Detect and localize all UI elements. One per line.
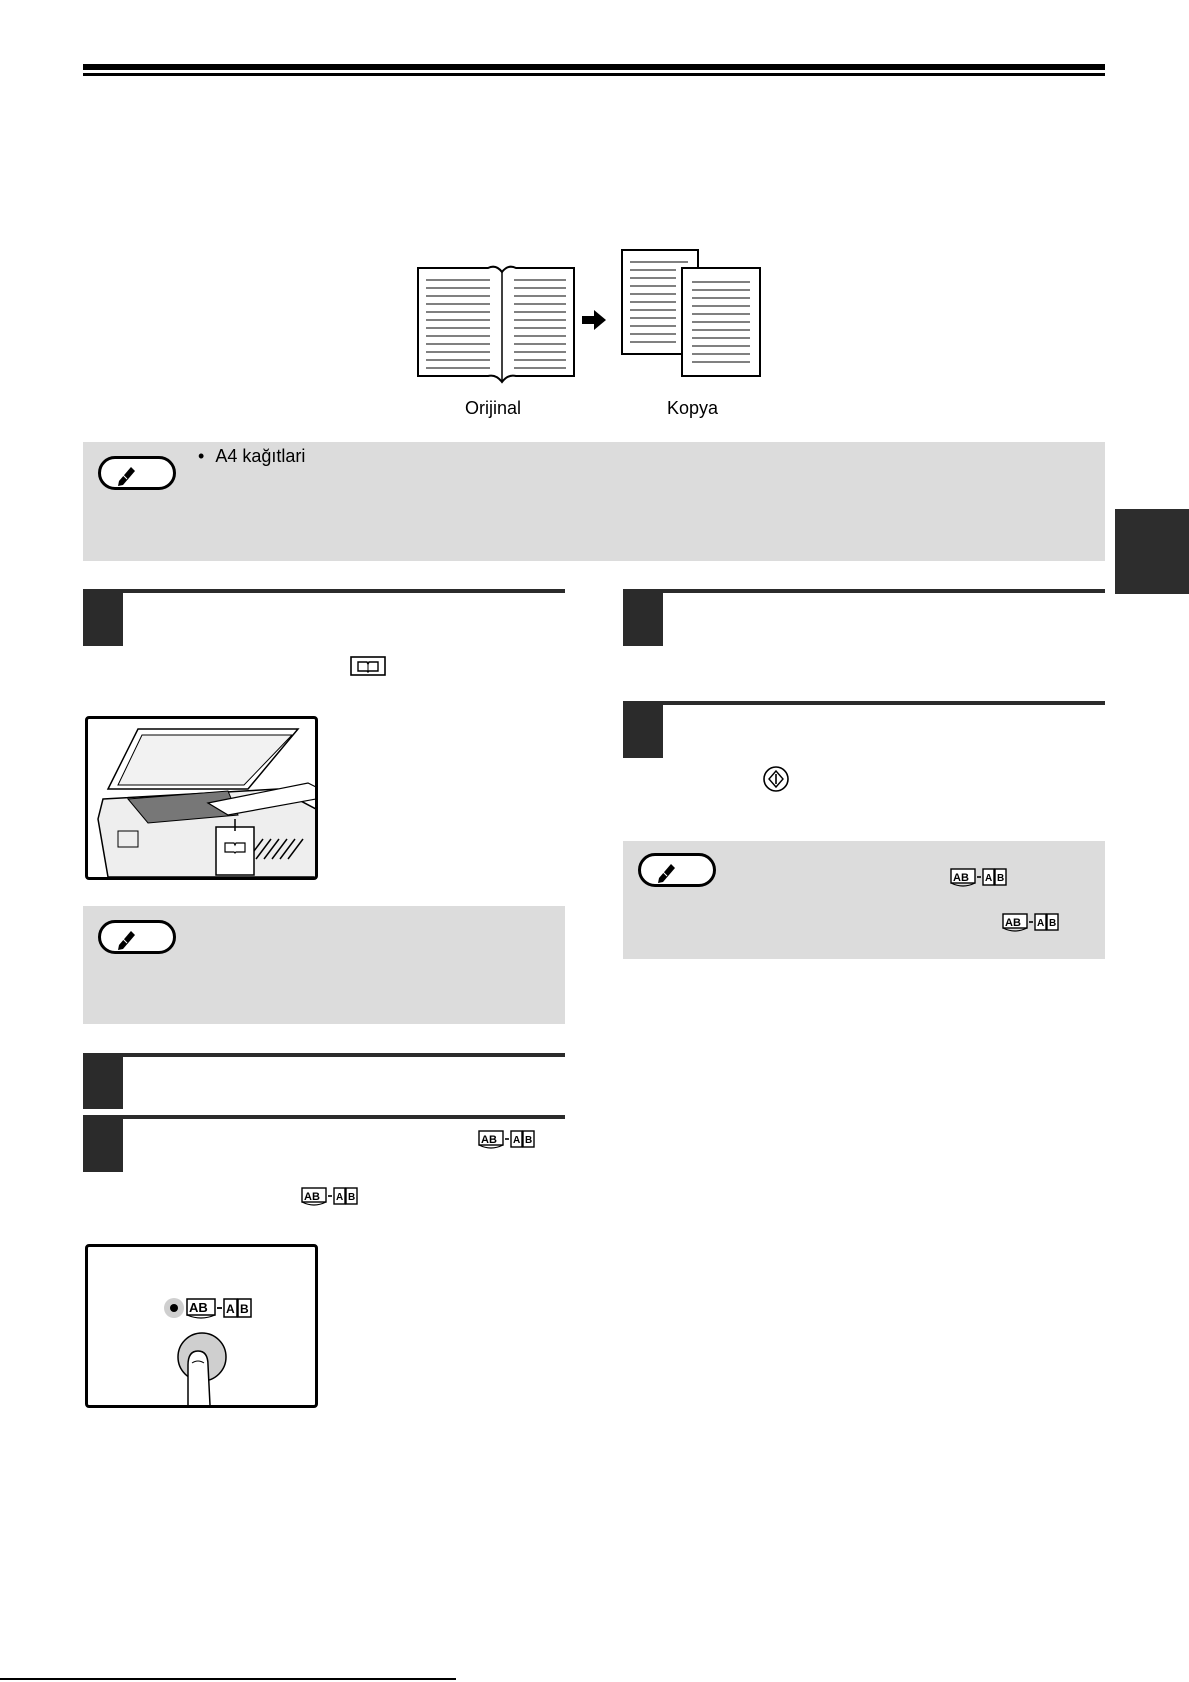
top-note-item — [198, 446, 305, 467]
step5-number-block — [623, 701, 663, 758]
step4-number-block — [623, 589, 663, 646]
svg-text:A: A — [985, 873, 993, 884]
step5-rule — [623, 701, 1105, 705]
step4-rule — [623, 589, 1105, 593]
step3-rule — [83, 1115, 565, 1119]
dual-page-copy-icon — [1002, 912, 1060, 934]
step2-number-block — [83, 1053, 123, 1109]
note-icon — [98, 456, 176, 490]
open-book-illustration — [418, 267, 574, 382]
svg-text:AB: AB — [189, 1300, 208, 1315]
step3-number-block — [83, 1115, 123, 1172]
svg-text:A: A — [336, 1192, 344, 1203]
svg-text:B: B — [240, 1302, 249, 1316]
header-rule-thick — [83, 64, 1105, 70]
footer-rule — [0, 1678, 456, 1680]
svg-text:AB: AB — [481, 1134, 497, 1146]
start-button-icon — [762, 765, 790, 793]
note-icon — [98, 920, 176, 954]
book-mode-icon — [350, 656, 386, 681]
svg-text:A: A — [513, 1135, 521, 1146]
svg-text:B: B — [997, 873, 1005, 884]
svg-text:AB: AB — [1005, 917, 1021, 929]
step1-number-block — [83, 589, 123, 646]
copy-caption: Kopya — [667, 398, 719, 418]
svg-text:A: A — [226, 1302, 235, 1316]
original-caption: Orijinal — [465, 398, 522, 418]
step2-rule — [83, 1053, 565, 1057]
arrow-right-icon — [582, 310, 606, 330]
svg-text:A: A — [1037, 918, 1045, 929]
chapter-tab — [1115, 509, 1189, 594]
top-note-text: A4 kağıtlari — [215, 446, 306, 466]
header-rule-thin — [83, 73, 1105, 76]
dual-page-copy-icon — [478, 1129, 536, 1151]
copy-pages-illustration — [622, 250, 760, 376]
dual-page-button-illustration — [85, 1244, 318, 1408]
scanner-illustration — [85, 716, 318, 880]
note-icon — [638, 853, 716, 887]
svg-text:AB: AB — [304, 1191, 320, 1203]
bullet: • — [198, 446, 205, 466]
svg-text:AB: AB — [953, 872, 969, 884]
dual-page-copy-icon — [301, 1186, 359, 1208]
svg-text:B: B — [348, 1192, 356, 1203]
svg-text:B: B — [525, 1135, 533, 1146]
svg-text:B: B — [1049, 918, 1057, 929]
book-to-copy-figure — [410, 244, 770, 384]
step1-rule — [83, 589, 565, 593]
dual-page-copy-icon — [950, 867, 1008, 889]
